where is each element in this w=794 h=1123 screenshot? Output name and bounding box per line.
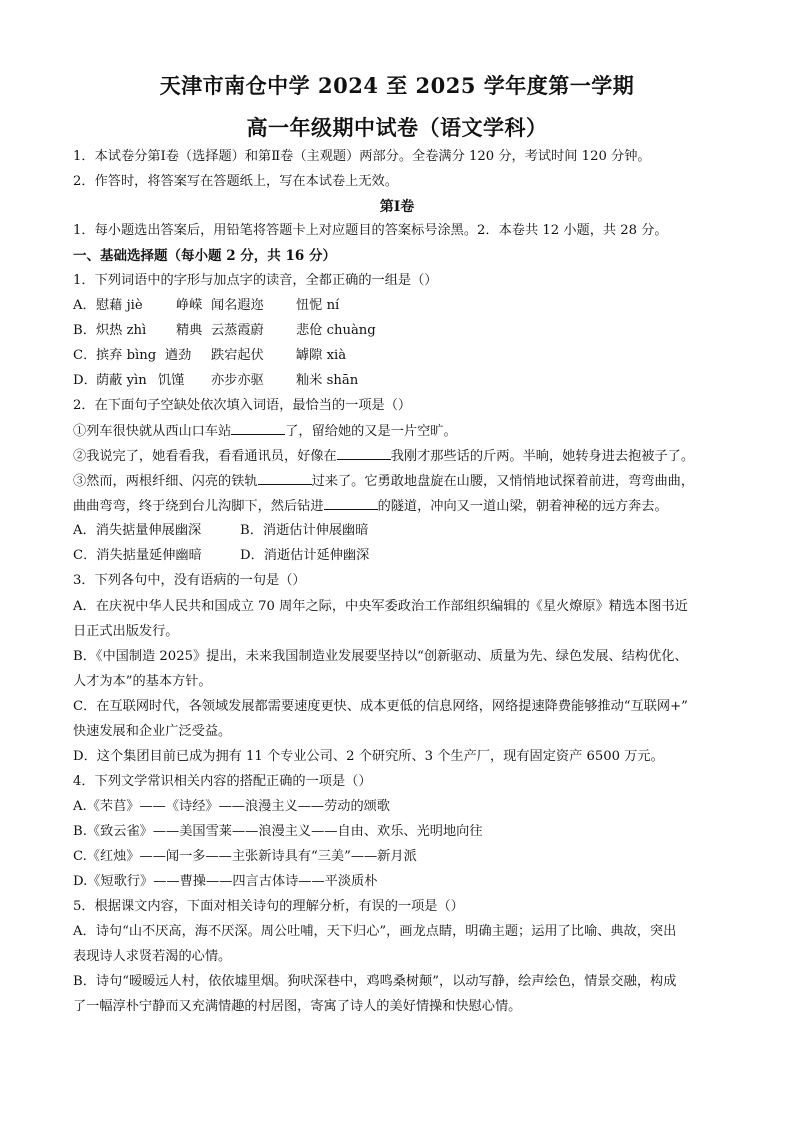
- question-1-stem: 1．下列词语中的字形与加点字的读音，全都正确的一组是（）: [73, 273, 438, 288]
- question-4-stem: 4．下列文学常识相关内容的搭配正确的一项是（）: [73, 774, 372, 789]
- question-2-sentence-3-cont: [73, 497, 733, 516]
- fill-blank: [231, 422, 285, 435]
- section-note: 1．每小题选出答案后，用铅笔将答题卡上对应题目的答案标号涂黑。2．本卷共 12 小题，共 28 分。: [73, 223, 668, 238]
- option-word: 闻名遐迩: [211, 298, 264, 313]
- question-3-option-b: B．《中国制造 2025》提出，未来我国制造业发展要坚持以“创新驱动、质量为先、绿色发展、结构优化、: [73, 649, 688, 664]
- exam-title: 天津市南仓中学 2024 至 2025 学年度第一学期: [159, 73, 635, 98]
- option-word: 慰藉 jiè: [96, 298, 143, 313]
- question-2-option-d: D．消逝估计延伸幽深: [240, 548, 370, 563]
- question-3-option-d: D．这个集团目前已成为拥有 11 个专业公司、2 个研究所、3 个生产厂，现有固定资产 6500 万元。: [73, 749, 664, 764]
- fill-blank: [258, 472, 312, 485]
- question-2-option-b: B．消逝估计伸展幽暗: [240, 523, 369, 538]
- question-3-stem: 3．下列各句中，没有语病的一句是（）: [73, 573, 306, 588]
- sentence-text: ②我说完了，她看看我，看看通讯员，好像在: [73, 449, 337, 464]
- option-word: 遒劲: [165, 348, 192, 363]
- option-word: 荫蔽 yìn: [96, 373, 147, 388]
- option-letter: D．: [73, 373, 97, 388]
- option-word: 悲伧 chuàng: [296, 323, 376, 338]
- option-letter: B．: [73, 323, 96, 338]
- option-letter: A．: [73, 298, 96, 313]
- sentence-text: ①列车很快就从西山口车站: [73, 424, 232, 439]
- question-3-option-c: C．在互联网时代，各领域发展都需要速度更快、成本更低的信息网络，网络提速降费能够推动“互联网+”: [73, 699, 688, 714]
- question-3-option-a: A．在庆祝中华人民共和国成立 70 周年之际，中央军委政治工作部组织编辑的《星火燎原》精选本图书近: [73, 599, 688, 614]
- question-5-stem: 5．根据课文内容，下面对相关诗句的理解分析，有误的一项是（）: [73, 899, 464, 914]
- option-word: 亦步亦驱: [211, 373, 264, 388]
- option-word: 精典: [176, 323, 203, 338]
- question-5-option-a-cont: 表现诗人求贤若渴的心情。: [73, 949, 232, 964]
- instruction-1: 1．本试卷分第Ⅰ卷（选择题）和第Ⅱ卷（主观题）两部分。全卷满分 120 分，考试时间 120 分钟。: [73, 149, 651, 164]
- option-word: 摈弃 bìng: [96, 348, 157, 363]
- sentence-text: 了，留给她的又是一片空旷。: [285, 424, 457, 439]
- question-3-option-a-cont: 日正式出版发行。: [73, 624, 179, 639]
- option-word: 炽热 zhì: [96, 323, 147, 338]
- section-heading: 第Ⅰ卷: [379, 199, 415, 215]
- question-5-option-b: B．诗句“暧暧远人村，依依墟里烟。狗吠深巷中，鸡鸣桑树颠”，以动写静，绘声绘色，情景交融，构成: [73, 974, 677, 989]
- question-3-option-c-cont: 快速发展和企业广泛受益。: [73, 724, 232, 739]
- sentence-text: 曲曲弯弯，终于绕到台儿沟脚下，然后钻进: [73, 499, 324, 514]
- option-word: 跌宕起伏: [211, 348, 264, 363]
- question-2-stem: 2．在下面句子空缺处依次填入词语，最恰当的一项是（）: [73, 398, 412, 413]
- question-3-option-b-cont: 人才为本”的基本方针。: [73, 674, 212, 689]
- sentence-text: 过来了。它勇敢地盘旋在山腰，又悄悄地试探着前进，弯弯曲曲，: [311, 474, 695, 489]
- option-word: 峥嵘: [176, 298, 203, 313]
- question-2-sentence-3: [73, 472, 733, 491]
- question-4-option-a: A.《芣苢》——《诗经》——浪漫主义——劳动的颂歌: [73, 799, 391, 814]
- option-word: 籼米 shān: [296, 373, 359, 388]
- option-word: 忸怩 ní: [296, 298, 340, 313]
- question-2-option-a: A．消失掂量伸展幽深: [73, 523, 202, 538]
- fill-blank: [324, 497, 378, 510]
- question-4-option-d: D.《短歌行》——曹操——四言古体诗——平淡质朴: [73, 874, 378, 889]
- question-2-sentence-2: [73, 447, 733, 466]
- exam-subtitle: 高一年级期中试卷（语文学科）: [246, 115, 548, 140]
- instruction-2: 2．作答时，将答案写在答题纸上，写在本试卷上无效。: [73, 174, 398, 189]
- fill-blank: [337, 447, 391, 460]
- option-word: 云蒸霞蔚: [211, 323, 264, 338]
- part-title: 一、基础选择题（每小题 2 分，共 16 分）: [73, 248, 336, 264]
- option-letter: C．: [73, 348, 97, 363]
- question-4-option-c: C.《红烛》——闻一多——主张新诗具有“三美”——新月派: [73, 849, 417, 864]
- question-5-option-b-cont: 了一幅淳朴宁静而又充满情趣的村居图，寄寓了诗人的美好情操和快慰心情。: [73, 999, 522, 1014]
- sentence-text: ③然而，两根纤细、闪亮的铁轨: [73, 474, 258, 489]
- question-2-sentence-1: [73, 422, 733, 441]
- sentence-text: 我刚才那些话的斤两。半晌，她转身进去抱被子了。: [390, 449, 695, 464]
- question-2-option-c: C．消失掂量延伸幽暗: [73, 548, 202, 563]
- question-4-option-b: B.《致云雀》——美国雪莱——浪漫主义——自由、欢乐、光明地向往: [73, 824, 483, 839]
- question-5-option-a: A．诗句“山不厌高，海不厌深。周公吐哺，天下归心”，画龙点睛，明确主题；运用了比喻、典故，突出: [73, 924, 677, 939]
- option-word: 饥馑: [158, 373, 185, 388]
- option-word: 罅隙 xià: [296, 348, 347, 363]
- sentence-text: 的隧道，冲向又一道山梁，朝着神秘的远方奔去。: [377, 499, 668, 514]
